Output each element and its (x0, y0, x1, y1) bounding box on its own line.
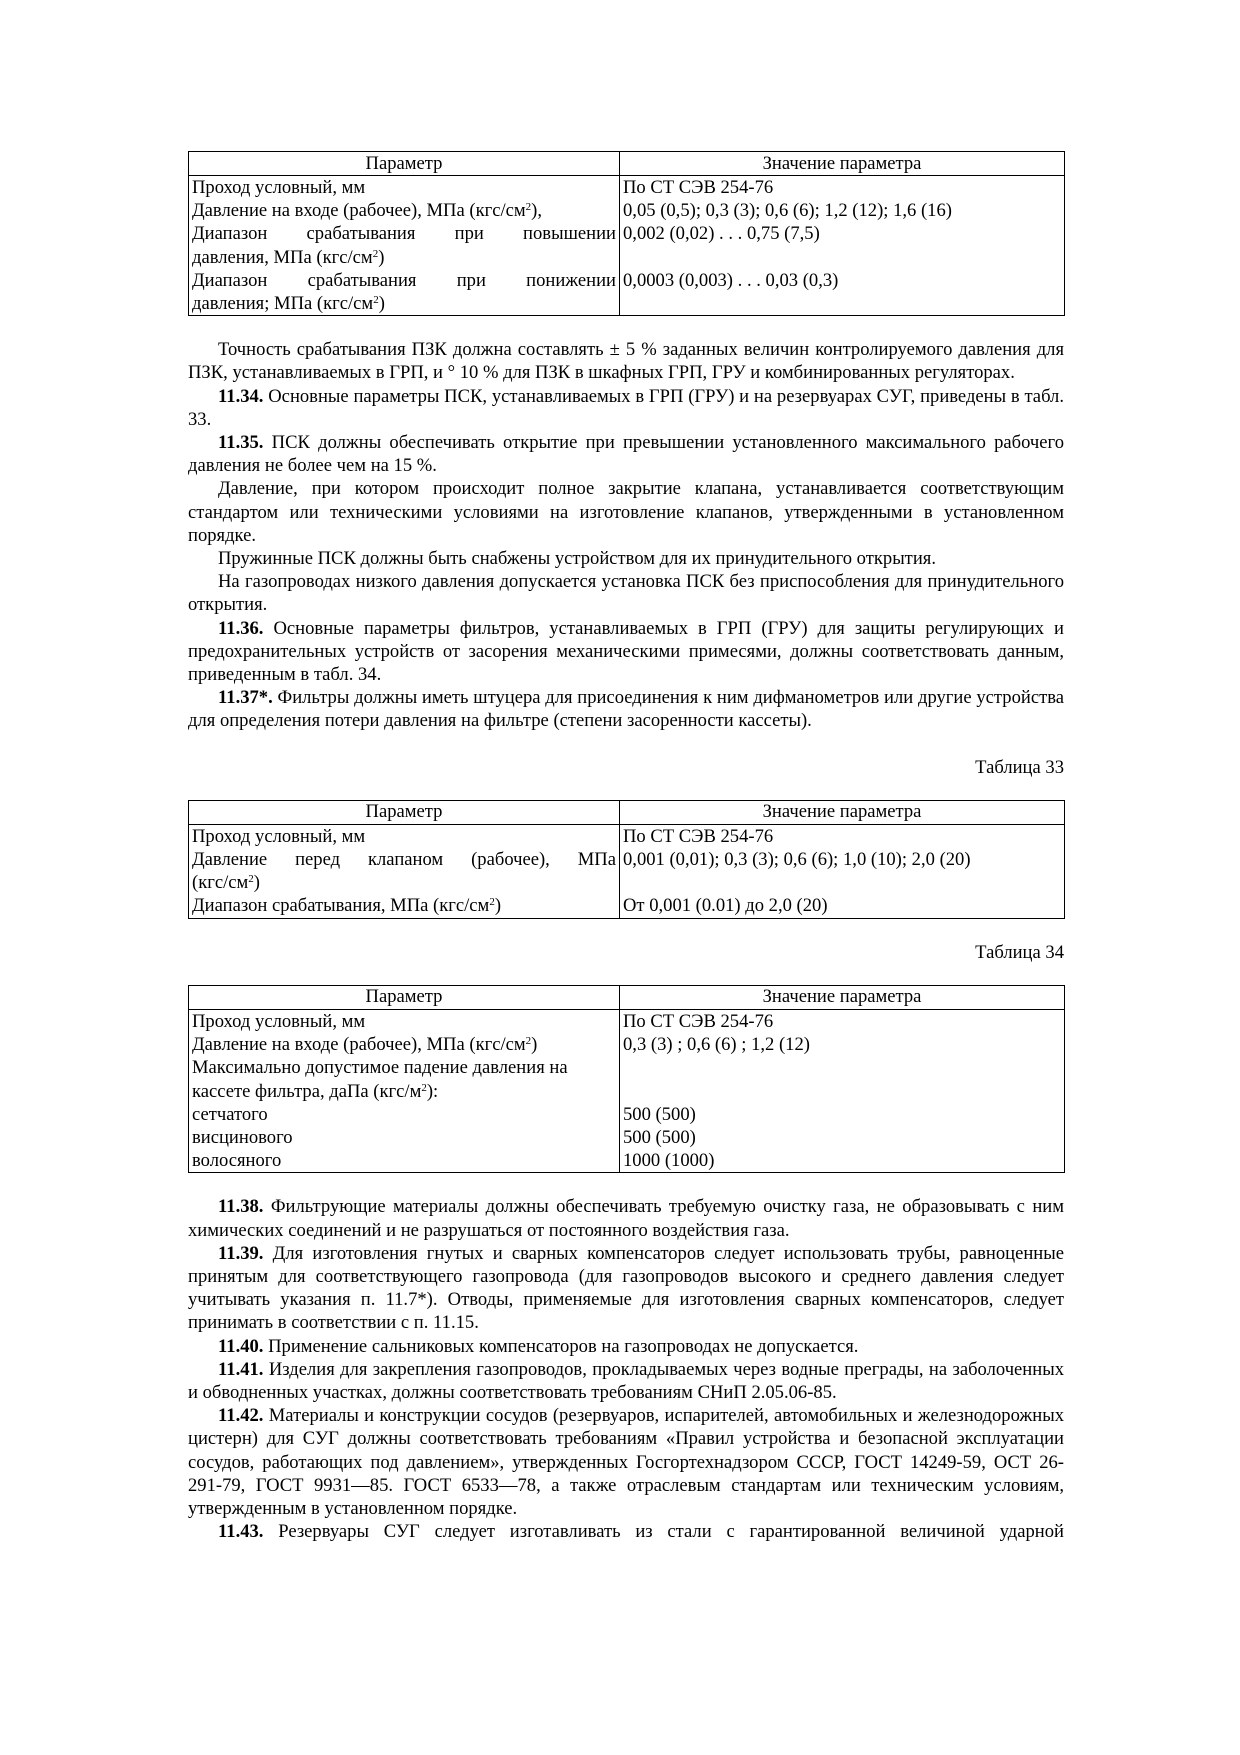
paragraph-11-38: 11.38. Фильтрующие материалы должны обеспечивать требуемую очистку газа, не образовывать с ним химических соединений и не разрушаться от постоянного воздействия газа. (188, 1196, 1064, 1241)
table-row (189, 1056, 1065, 1102)
value-cell: 1000 (1000) (620, 1149, 1065, 1173)
value-cell (620, 1056, 1065, 1102)
table-row (189, 848, 1065, 894)
paragraph-11-35: 11.35. ПСК должны обеспечивать открытие при превышении установленного максимального рабочего давления не более чем на 15 %. (188, 432, 1064, 477)
value-cell: 500 (500) (620, 1103, 1065, 1126)
paragraph-11-41: 11.41. Изделия для закрепления газопроводов, прокладываемых через водные преграды, на заболоченных и обводненных участках, должны соответствовать требованиям СНиП 2.05.06-85. (188, 1358, 1064, 1403)
value-cell: 0,001 (0,01); 0,3 (3); 0,6 (6); 1,0 (10); 2,0 (20) (620, 848, 1065, 894)
table-header-row (189, 985, 1065, 1009)
table-row (189, 1009, 1065, 1033)
param-cell: Проход условный, мм (189, 1009, 620, 1033)
param-cell: Давление на входе (рабочее), МПа $(кгс/см^2)$, (189, 199, 620, 222)
param-cell: висцинового (189, 1126, 620, 1149)
param-cell: Диапазон срабатывания при повышении давления, МПа $(кгс/см^2)$ (189, 222, 620, 268)
table-header-row (189, 152, 1065, 176)
table-row (189, 1126, 1065, 1149)
table-row (189, 199, 1065, 222)
param-cell: Давление перед клапаном (рабочее), МПа $(кгс/см^2)$ (189, 848, 620, 894)
table-row (189, 824, 1065, 848)
table-34-caption: Таблица 34 (975, 941, 1064, 963)
table-row (189, 1149, 1065, 1173)
header-value: Значение параметра (620, 985, 1065, 1009)
value-cell: 0,002 (0,02) . . . 0,75 (7,5) (620, 222, 1065, 268)
param-cell: волосяного (189, 1149, 620, 1173)
table-row (189, 222, 1065, 268)
paragraph-low-pressure: На газопроводах низкого давления допускается установка ПСК без приспособления для принудительного открытия. (188, 571, 1064, 616)
header-value: Значение параметра (620, 800, 1065, 824)
table-row (189, 1103, 1065, 1126)
paragraph-11-39: 11.39. Для изготовления гнутых и сварных компенсаторов следует использовать трубы, равноценные принятым для соответствующего газопровода (для газопроводов высокого и среднего давления следует учитывать указания п. 11.7*). Отводы, применяемые для изготовления сварных компенсаторов, следует принимать в соответствии с п. 11.15. (188, 1242, 1064, 1334)
header-value: Значение параметра (620, 152, 1065, 176)
table-row (189, 176, 1065, 200)
paragraph-accuracy: Точность срабатывания ПЗК должна составлять ± 5 % заданных величин контролируемого давления для ПЗК, устанавливаемых в ГРП, и ° 10 % для ПЗК в шкафных ГРП, ГРУ и комбинированных регуляторах. (188, 339, 1064, 384)
table-row (189, 269, 1065, 316)
header-param: Параметр (189, 985, 620, 1009)
value-cell: По СТ СЭВ 254-76 (620, 176, 1065, 200)
paragraph-11-42: 11.42. Материалы и конструкции сосудов (резервуаров, испарителей, автомобильных и железнодорожных цистерн) для СУГ должны соответствовать требованиям «Правил устройства и безопасной эксплуатации сосудов, работающих под давлением», утвержденных Госгортехнадзором СССР, ГОСТ 14249-59, ОСТ 26-291-79, ГОСТ 9931—85. ГОСТ 6533—78, а также отраслевым стандартам или техническим условиям, утвержденным в установленном порядке. (188, 1405, 1064, 1519)
param-cell: Диапазон срабатывания, МПа $(кгс/см^2)$ (189, 894, 620, 918)
paragraph-11-40: 11.40. Применение сальниковых компенсаторов на газопроводах не допускается. (218, 1335, 859, 1357)
table-33 (188, 800, 1065, 919)
header-param: Параметр (189, 152, 620, 176)
param-cell: Давление на входе (рабочее), МПа $(кгс/см^2)$ (189, 1033, 620, 1056)
paragraph-pressure: Давление, при котором происходит полное закрытие клапана, устанавливается соответствующим стандартом или техническими условиями на изготовление клапанов, утвержденными в установленном порядке. (188, 478, 1064, 546)
paragraph-11-34: 11.34. Основные параметры ПСК, устанавливаемых в ГРП (ГРУ) и на резервуарах СУГ, приведены в табл. 33. (188, 385, 1064, 430)
document-page (188, 151, 1064, 1543)
table-34 (188, 985, 1065, 1173)
paragraph-11-37: 11.37*. Фильтры должны иметь штуцера для присоединения к ним дифманометров или другие устройства для определения потери давления на фильтре (степени засоренности кассеты). (188, 687, 1064, 732)
param-cell: сетчатого (189, 1103, 620, 1126)
table-header-row (189, 800, 1065, 824)
param-cell: Проход условный, мм (189, 176, 620, 200)
paragraph-11-36: 11.36. Основные параметры фильтров, устанавливаемых в ГРП (ГРУ) для защиты регулирующих и предохранительных устройств от засорения механическими примесями, должны соответствовать данным, приведенным в табл. 34. (188, 617, 1064, 686)
value-cell: По СТ СЭВ 254-76 (620, 1009, 1065, 1033)
table-pzk (188, 151, 1065, 316)
value-cell: От 0,001 (0.01) до 2,0 (20) (620, 894, 1065, 918)
value-cell: 0,0003 (0,003) . . . 0,03 (0,3) (620, 269, 1065, 316)
table-33-caption: Таблица 33 (975, 756, 1064, 778)
param-cell: Проход условный, мм (189, 824, 620, 848)
param-cell: Максимально допустимое падение давления на кассете фильтра, даПа $(кгс/м^2)$: (189, 1056, 620, 1102)
value-cell: По СТ СЭВ 254-76 (620, 824, 1065, 848)
table-row (189, 1033, 1065, 1056)
header-param: Параметр (189, 800, 620, 824)
value-cell: 0,05 (0,5); 0,3 (3); 0,6 (6); 1,2 (12); 1,6 (16) (620, 199, 1065, 222)
value-cell: 0,3 (3) ; 0,6 (6) ; 1,2 (12) (620, 1033, 1065, 1056)
paragraph-spring: Пружинные ПСК должны быть снабжены устройством для их принудительного открытия. (218, 548, 936, 570)
table-row (189, 894, 1065, 918)
value-cell: 500 (500) (620, 1126, 1065, 1149)
param-cell: Диапазон срабатывания при понижении давления; МПа $(кгс/см^2)$ (189, 269, 620, 316)
paragraph-11-43: 11.43. Резервуары СУГ следует изготавливать из стали с гарантированной величиной ударной (218, 1521, 1064, 1543)
